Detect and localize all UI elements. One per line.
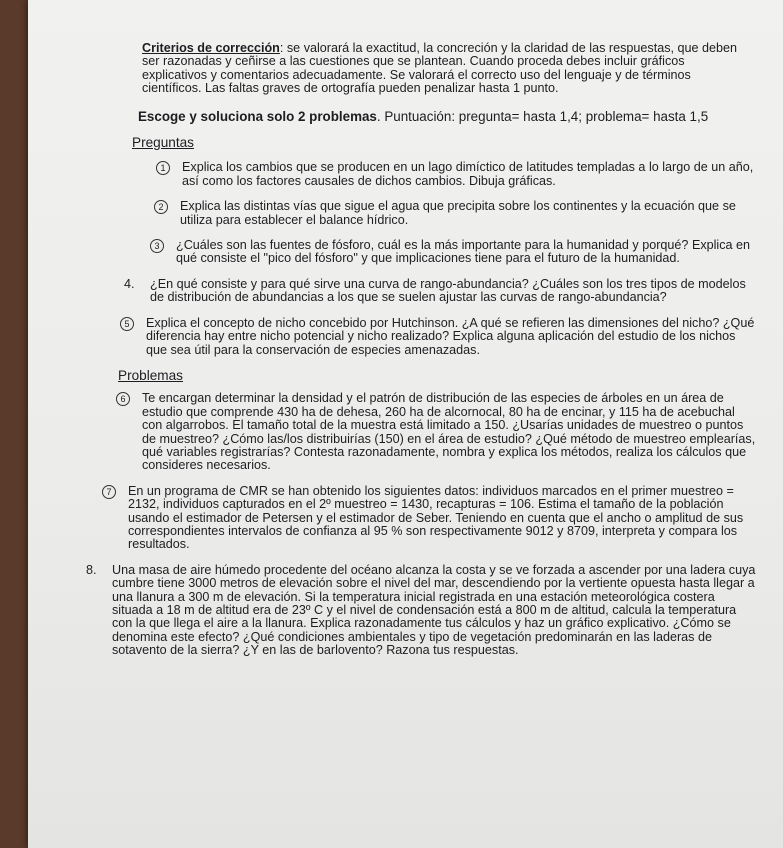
question-item [124,278,758,305]
problems-heading: Problemas [118,367,183,383]
question-text: ¿Cuáles son las fuentes de fósforo, cuál es la más importante para la humanidad y porqué? Explica en qué consiste el "pico del fósforo" y que implicaciones tiene para el futuro de la humanidad. [176,238,751,266]
question-number: 1 [156,161,170,175]
question-number: 2 [154,200,168,214]
question-number: 5 [120,317,134,331]
problem-number: 6 [116,392,130,406]
question-text: Explica los cambios que se producen en un lago dimíctico de latitudes templadas a lo largo de un año, así como los factores causales de dichos cambios. Dibuja gráficas. [182,160,754,188]
questions-heading: Preguntas [132,135,194,151]
question-text: Explica el concepto de nicho concebido por Hutchinson. ¿A qué se refieren las dimensiones del nicho? ¿Qué diferencia hay entre nicho potencial y nicho realizado? Explica alguna aplicación del estudio de los nichos que sea útil para la conservación de especies amenazadas. [146,315,755,357]
exam-paper [28,0,783,848]
problem-text: Te encargan determinar la densidad y el patrón de distribución de las especies de árboles en un área de estudio que comprende 430 ha de dehesa, 260 ha de alcornocal, 80 ha de encinar, y 115 ha de acebuchal con algarrobos. El tamaño total de la muestra está limitado a 150. ¿Usarías unidades de muestreo o puntos de muestreo? ¿Cómo las/los distribuirías (150) en el área de estudio? ¿Qué método de muestreo emplearías, qué variables registrarías? Contesta razonadamente, nombra y explica los métodos, realiza los cálculos que consideres necesarios. [142,391,756,473]
instructions [138,110,758,123]
problem-text: En un programa de CMR se han obtenido los siguientes datos: individuos marcados en el primer muestreo = 2132, individuos capturados en el 2º muestreo = 1430, recapturas = 106. Estima el tamaño de la población usando el estimador de Petersen y el estimador de Seber. Teniendo en cuenta que el ancho o amplitud de sus correspondientes intervalos de confianza al 95 % son respectivamente 9012 y 8709, interpreta y compara los resultados. [128,483,744,552]
question-item [154,200,758,227]
question-item [156,161,758,188]
problem-item [116,392,758,472]
question-number: 4. [124,276,135,291]
grading-criteria-text: : se valorará la exactitud, la concreción y la claridad de las respuestas, que deben ser razonadas y ceñirse a las cuestiones que se plantean. Cuando proceda debes incluir gráficos explicativos y comentarios adecuadamente. Se valorará el correcto uso del lenguaje y de términos científicos. Las faltas graves de ortografía pueden penalizar hasta 1 punto. [142,41,738,96]
question-number: 3 [150,239,164,253]
question-text: ¿En qué consiste y para qué sirve una curva de rango-abundancia? ¿Cuáles son los tres tipos de modelos de distribución de abundancias a los que se suelen ajustar las curvas de rango-abundancia? [150,276,746,305]
problem-number: 8. [86,562,97,577]
question-item [120,317,758,357]
grading-criteria-label: Criterios de corrección [142,41,280,55]
problem-text: Una masa de aire húmedo procedente del océano alcanza la costa y se ve forzada a ascender por una ladera cuya cumbre tiene 3000 metros de elevación sobre el nivel del mar, descendiendo por la vertiente opuesta hasta llegar a una llanura a 300 m de elevación. Si la temperatura inicial registrada en una estación meteorológica costera situada a 18 m de altitud era de 23º C y el nivel de condensación está a 800 m de altitud, calcula la temperatura con la que llega el aire a la llanura. Explica razonadamente tus cálculos y haz un gráfico explicativo. ¿Cómo se denomina este efecto? ¿Qué condiciones ambientales y tipo de vegetación predominarán en las laderas de sotavento de la sierra? ¿Y en las de barlovento? Razona tus respuestas. [112,562,756,658]
problem-number: 7 [102,485,116,499]
question-text: Explica las distintas vías que sigue el agua que precipita sobre los continentes y la ecuación que se utiliza para establecer el balance hídrico. [180,199,736,227]
problem-item [102,485,758,552]
question-item [150,239,758,266]
instructions-bold: Escoge y soluciona solo 2 problemas [138,108,377,124]
exam-content [86,28,758,670]
problem-item [86,564,758,658]
instructions-rest: . Puntuación: pregunta= hasta 1,4; problema= hasta 1,5 [376,108,709,124]
grading-criteria [142,42,758,96]
